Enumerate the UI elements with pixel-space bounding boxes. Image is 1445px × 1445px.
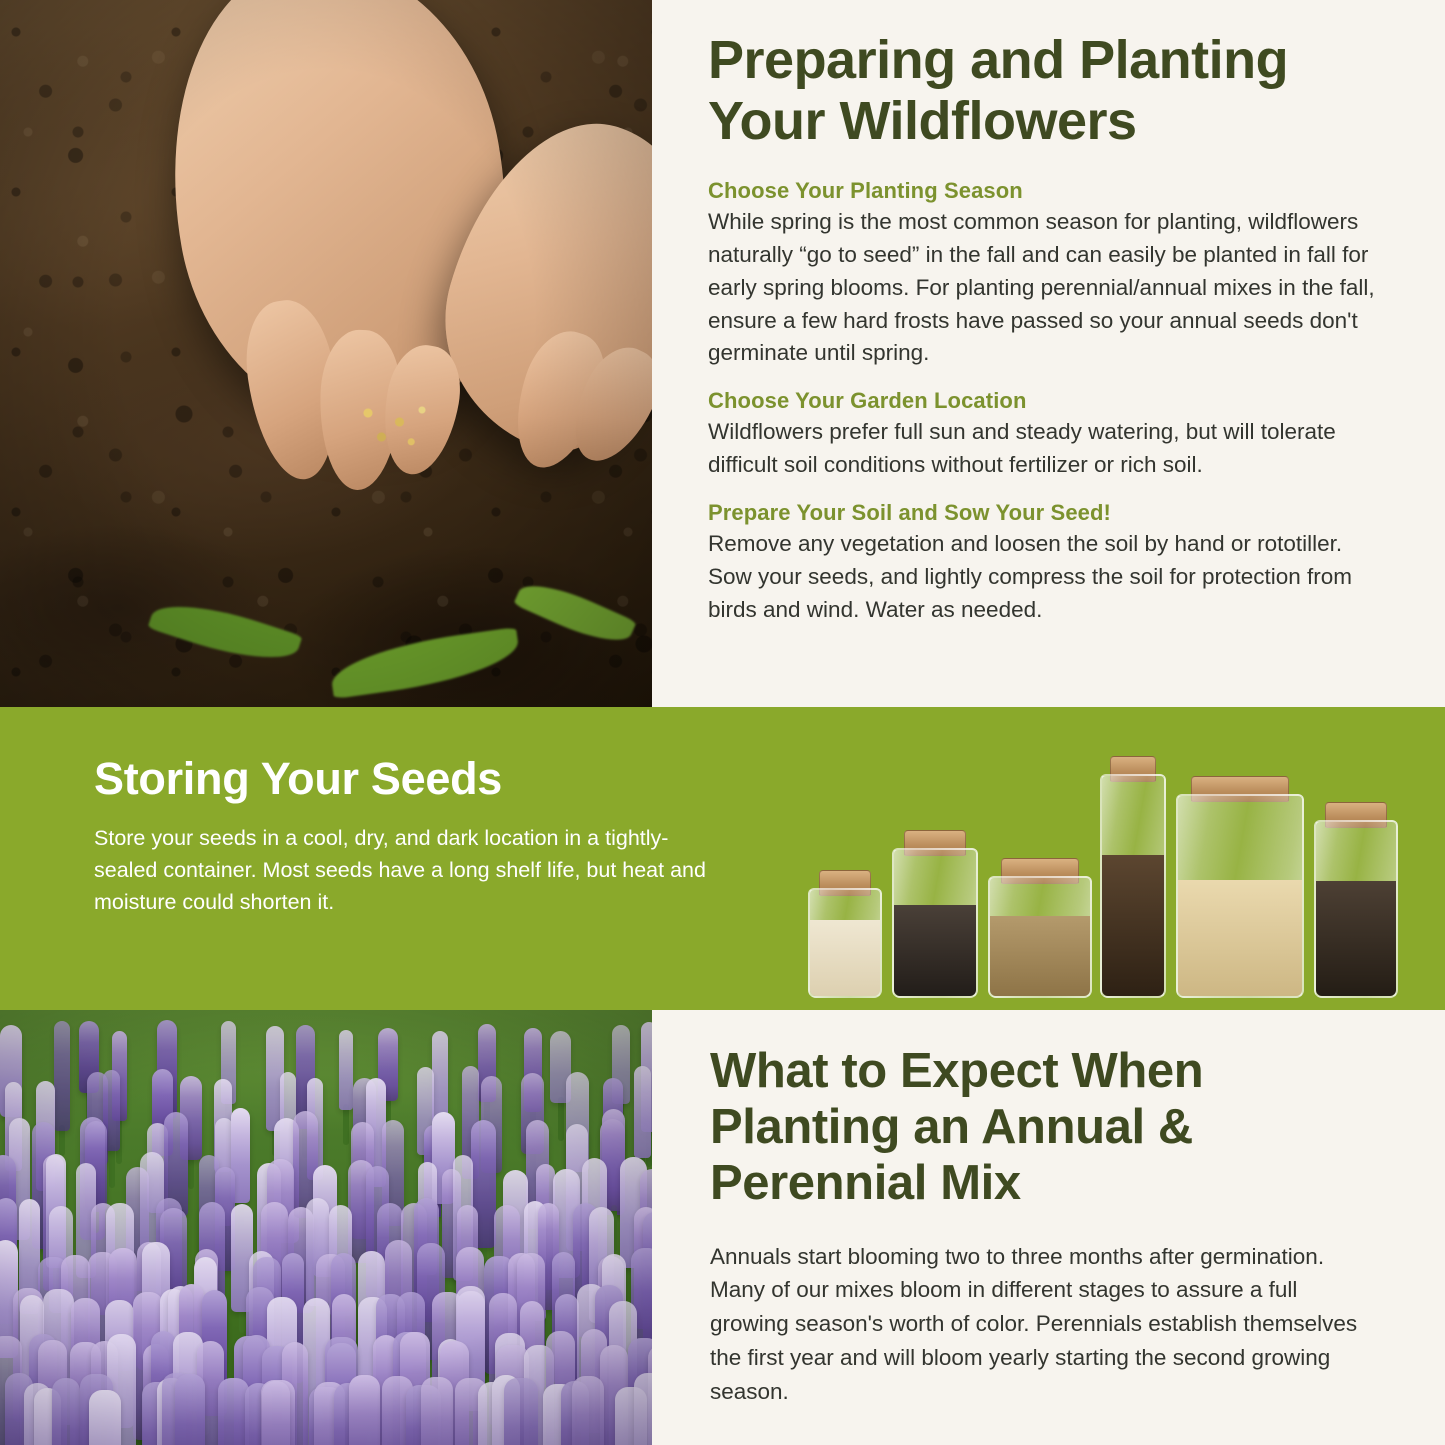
jar-glass xyxy=(1176,794,1304,998)
photo-vignette xyxy=(0,0,652,707)
expect-title: What to Expect When Planting an Annual & Perennial Mix xyxy=(710,1044,1204,1210)
jar-contents-tan-seeds xyxy=(990,916,1090,996)
jar-glass xyxy=(1314,820,1398,998)
seed-jar xyxy=(808,870,882,998)
subheading-prepare-soil: Prepare Your Soil and Sow Your Seed! xyxy=(708,499,1111,525)
seed-jar xyxy=(892,830,978,998)
jar-contents-brown-seeds xyxy=(1102,855,1164,996)
paragraph-garden-location: Wildflowers prefer full sun and steady watering, but will tolerate difficult soil conditions without fertilizer or rich soil. xyxy=(708,419,1336,478)
jar-contents-white-beans xyxy=(810,920,880,996)
paragraph-planting-season: While spring is the most common season for planting, wildflowers naturally “go to seed” in the fall and can easily be planted in fall for early spring blooms. For planting perennial/annual mixes in the fall, ensure a few hard frosts have passed so your annual seeds don't germinate until spring. xyxy=(708,209,1375,366)
planting-block-season xyxy=(708,178,1381,370)
jar-contents-dark-seeds xyxy=(894,905,976,996)
seed-jars-photo xyxy=(800,735,1420,1010)
section-what-to-expect xyxy=(0,1010,1445,1445)
jar-glass xyxy=(808,888,882,998)
soil-sowing-photo xyxy=(0,0,652,707)
seed-jar xyxy=(988,858,1092,998)
seed-jar xyxy=(1176,776,1304,998)
subheading-garden-location: Choose Your Garden Location xyxy=(708,388,1027,414)
planting-block-location xyxy=(708,388,1381,482)
storing-paragraph: Store your seeds in a cool, dry, and dark location in a tightly-sealed container. Most seeds have a long shelf life, but heat and moisture could shorten it. xyxy=(94,826,706,914)
section-storing-your-seeds xyxy=(0,707,1445,1010)
photo-vignette xyxy=(0,1010,652,1445)
jar-contents-pumpkin-seeds xyxy=(1178,880,1302,996)
subheading-planting-season: Choose Your Planting Season xyxy=(708,178,1023,204)
expect-text-column xyxy=(652,1010,1445,1445)
jar-glass xyxy=(1100,774,1166,998)
jar-contents-sunflower-seeds xyxy=(1316,881,1396,996)
seed-jar xyxy=(1314,802,1398,998)
seed-jar xyxy=(1100,756,1166,998)
planting-title: Preparing and Planting Your Wildflowers xyxy=(708,30,1289,152)
paragraph-prepare-soil: Remove any vegetation and loosen the soil by hand or rototiller. Sow your seeds, and lightly compress the soil for protection from birds and wind. Water as needed. xyxy=(708,530,1353,622)
expect-paragraph: Annuals start blooming two to three months after germination. Many of our mixes bloom in different stages to assure a full growing season's worth of color. Perennials establish themselves the first year and will bloom yearly starting the second growing season. xyxy=(710,1243,1358,1404)
storing-text-column xyxy=(0,707,760,1010)
jar-glass xyxy=(988,876,1092,998)
storing-title: Storing Your Seeds xyxy=(94,753,503,804)
planting-block-soil xyxy=(708,500,1381,627)
jar-glass xyxy=(892,848,978,998)
lupine-field-photo xyxy=(0,1010,652,1445)
section-preparing-and-planting xyxy=(0,0,1445,707)
planting-text-column xyxy=(652,0,1445,707)
